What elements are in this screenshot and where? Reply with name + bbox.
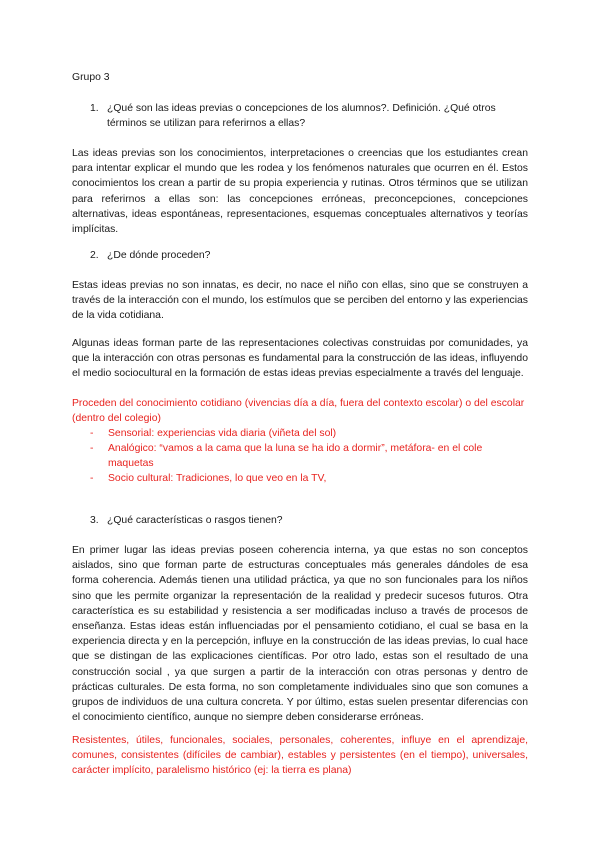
- bullet-text: Analógico: “vamos a la cama que la luna se ha ido a dormir”, metáfora- en el cole maquetas: [108, 443, 483, 470]
- paragraph-definition: Las ideas previas son los conocimientos, interpretaciones o creencias que los estudiantes crean para intentar explicar el mundo que les rodea y los fenómenos naturales que ocurren en él. Estos conocimientos los crean a partir de su propia experiencia y rutinas. Otros términos que se utilizan para referirnos a ellas son: las concepciones erróneas, preconcepciones, concepciones alternativas, ideas espontáneas, representaciones, esquemas conceptuales alternativos y teorías implícitas.: [72, 148, 528, 236]
- question-3: [90, 513, 530, 528]
- question-1: [90, 101, 530, 131]
- question-2-text: ¿De dónde proceden?: [107, 250, 211, 261]
- paragraph-social: Algunas ideas forman parte de las representaciones colectivas construidas por comunidades, ya que la interacción con otras personas es fundamental para la construcción de las ideas, influyendo el medio sociocultural en la formación de estas ideas previas especialmente a través del lenguaje.: [72, 338, 528, 380]
- group-title: Grupo 3: [72, 72, 110, 83]
- bullet-item: [90, 471, 530, 486]
- bullet-item: [90, 441, 530, 471]
- question-1-text: ¿Qué son las ideas previas o concepciones de los alumnos?. Definición. ¿Qué otros términos se utilizan para referirnos a ellas?: [107, 103, 496, 130]
- question-3-number: 3.: [90, 515, 99, 526]
- paragraph-origin: Estas ideas previas no son innatas, es decir, no nace el niño con ellas, sino que se construyen a través de la interacción con el mundo, los estímulos que se perciben del entorno y las experiencias de la vida cotidiana.: [72, 280, 528, 322]
- paragraph-characteristics: En primer lugar las ideas previas poseen coherencia interna, ya que estas no son conceptos aislados, sino que forman parte de estructuras conceptuales más generales dándoles de esa forma coherencia. Además tienen una utilidad práctica, ya que no son funcionales para los niños sino que les permite organizar la representación de la realidad y predecir sucesos futuros. Otra característica es su estabilidad y resistencia a ser modificadas incluso a través de procesos de enseñanza. Estas ideas están influenciadas por el pensamiento cotidiano, el cual se basa en la experiencia directa y en la percepción, influye en la construcción de las ideas previas, lo cual hace que se distingan de las explicaciones científicas. Por otro lado, estas son el resultado de una construcción social , ya que surgen a partir de la interacción con otras personas y dentro de prácticas culturales. De esta forma, no son completamente individuales sino que son comunes a grupos de individuos de una cultura concreta. Y por último, estas suelen presentar diferencias con el conocimiento científico, aunque no siempre deben considerarse erróneas.: [72, 545, 528, 724]
- bullet-text: Socio cultural: Tradiciones, lo que veo en la TV,: [108, 473, 327, 484]
- bullet-dash: -: [90, 428, 94, 439]
- question-2-number: 2.: [90, 250, 99, 261]
- red-note-origin: Proceden del conocimiento cotidiano (vivencias día a día, fuera del contexto escolar) o del escolar (dentro del colegio): [72, 398, 525, 425]
- question-2: [90, 248, 530, 263]
- bullet-dash: -: [90, 443, 94, 454]
- bullet-item: [90, 426, 530, 441]
- bullet-dash: -: [90, 473, 94, 484]
- question-3-text: ¿Qué características o rasgos tienen?: [107, 515, 283, 526]
- question-1-number: 1.: [90, 103, 99, 114]
- red-summary: Resistentes, útiles, funcionales, sociales, personales, coherentes, influye en el aprendizaje, comunes, consistentes (difíciles de cambiar), estables y persistentes (en el tiempo), universales, carácter implícito, paralelismo histórico (ej: la tierra es plana): [72, 735, 528, 777]
- bullet-text: Sensorial: experiencias vida diaria (viñeta del sol): [108, 428, 337, 439]
